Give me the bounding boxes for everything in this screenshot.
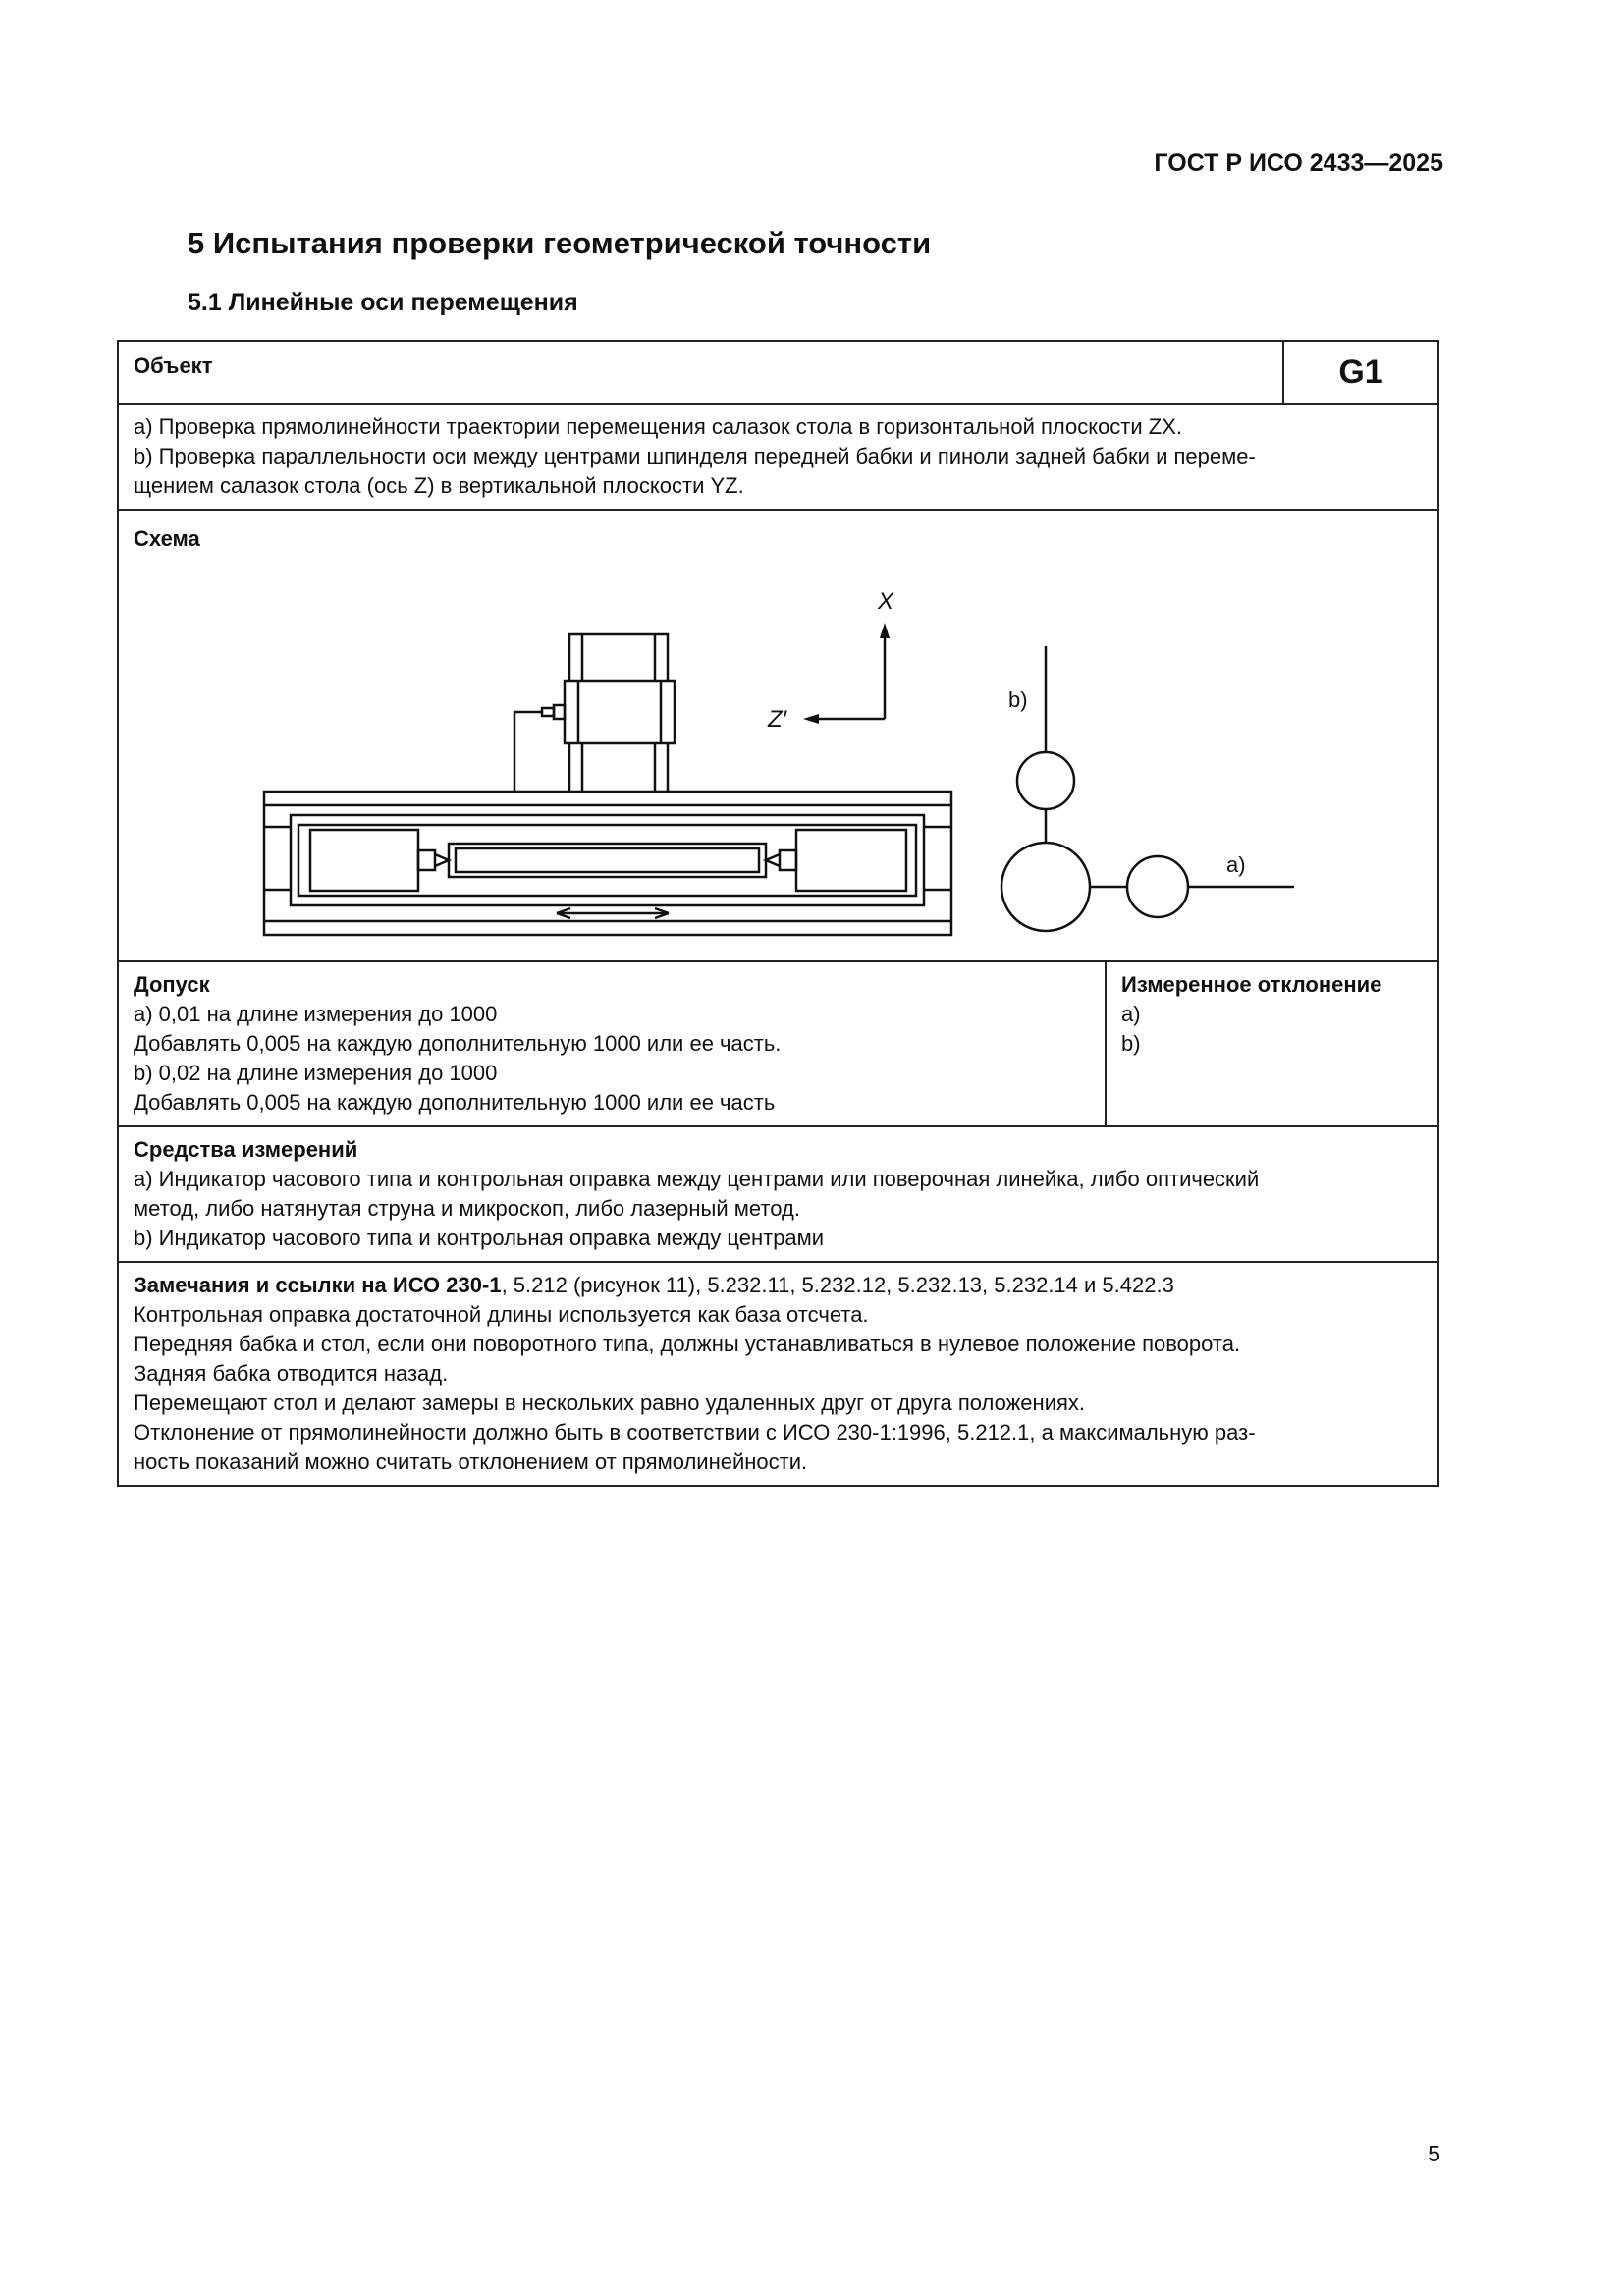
measured-deviation-label: Измеренное отклонение [1121,972,1382,997]
axis-x-label: X [878,588,894,615]
scheme-label: Схема [134,526,200,551]
remarks-line: ность показаний можно считать отклонением от прямолинейности. [134,1449,808,1474]
instruments-line: b) Индикатор часового типа и контрольная оправка между центрами [134,1226,825,1250]
scheme-row [119,511,1437,962]
object-line: b) Проверка параллельности оси между центрами шпинделя передней бабки и пиноли задней бабки и переме- [134,444,1256,468]
remarks-line: Передняя бабка и стол, если они поворотного типа, должны устанавливаться в нулевое положение поворота. [134,1332,1241,1356]
instruments-line: метод, либо натянутая струна и микроскоп, либо лазерный метод. [134,1196,800,1221]
tailstock [796,830,906,891]
page-number: 5 [1428,2141,1440,2166]
axis-system [809,629,885,719]
tolerance-label: Допуск [134,972,210,997]
test-table [117,340,1439,1487]
standard-code: ГОСТ Р ИСО 2433—2025 [1154,149,1443,177]
remarks-line: Контрольная оправка достаточной длины используется как база отсчета. [134,1302,869,1327]
tolerance-line: b) 0,02 на длине измерения до 1000 [134,1061,498,1085]
object-row [119,342,1437,511]
axis-z-label: Z′ [768,706,787,733]
remarks-line: Отклонение от прямолинейности должно быть в соответствии с ИСО 230-1:1996, 5.212.1, а максимальную раз- [134,1420,1256,1445]
tolerance-row [119,962,1437,1127]
test-id: G1 [1282,342,1437,403]
tolerance-line: Добавлять 0,005 на каждую дополнительную 1000 или ее часть. [134,1031,782,1056]
z-axis-arrowhead [803,714,819,724]
remarks-line: Задняя бабка отводится назад. [134,1361,449,1386]
instruments-row [119,1127,1437,1263]
instruments-label: Средства измерений [134,1137,358,1162]
machine-scheme-diagram [119,511,1437,962]
object-label: Объект [134,354,213,378]
measured-line: a) [1121,1002,1141,1026]
instruments-line: a) Индикатор часового типа и контрольная оправка между центрами или поверочная линейка, либо оптический [134,1167,1260,1191]
scheme-label-a: a) [1226,852,1246,877]
remarks-refs: , 5.212 (рисунок 11), 5.232.11, 5.232.12, 5.232.13, 5.232.14 и 5.422.3 [501,1273,1174,1297]
remarks-label: Замечания и ссылки на ИСО 230-1 [134,1273,502,1297]
measured-deviation-cell [1107,962,1437,1125]
object-line: a) Проверка прямолинейности траектории перемещения салазок стола в горизонтальной плоскости ZX. [134,414,1183,439]
section-title: 5 Испытания проверки геометрической точности [188,226,932,260]
deviation-circles [1001,646,1294,931]
x-axis-arrowhead [880,623,890,638]
measured-line: b) [1121,1031,1141,1056]
subsection-title: 5.1 Линейные оси перемещения [188,289,578,316]
headstock [310,830,418,891]
object-line: щением салазок стола (ось Z) в вертикальной плоскости YZ. [134,473,744,498]
scheme-label-b: b) [1008,687,1028,712]
tolerance-line: Добавлять 0,005 на каждую дополнительную 1000 или ее часть [134,1090,776,1115]
remarks-row [119,1263,1437,1485]
tolerance-cell [119,962,1107,1125]
remarks-line: Перемещают стол и делают замеры в нескольких равно удаленных друг от друга положениях. [134,1391,1086,1415]
tolerance-line: a) 0,01 на длине измерения до 1000 [134,1002,498,1026]
holder-block [565,681,675,743]
object-description [119,403,1437,509]
